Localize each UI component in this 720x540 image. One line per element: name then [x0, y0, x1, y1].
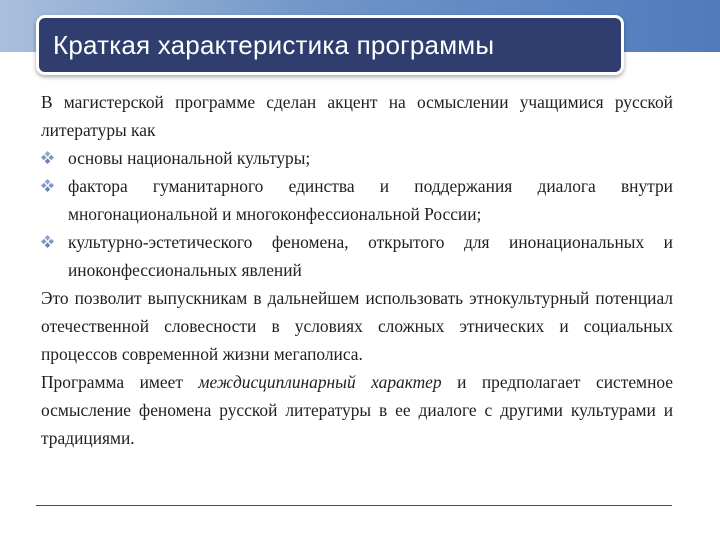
diamond-bullet-icon — [41, 151, 54, 164]
bullet-text: культурно-эстетического феномена, открытого для инонациональных и иноконфессиональных явлений — [68, 232, 673, 280]
bullet-text: основы национальной культуры; — [68, 148, 311, 168]
intro-paragraph: В магистерской программе сделан акцент на осмыслении учащимися русской литературы как — [41, 92, 673, 140]
program-emphasis: междисциплинарный характер — [198, 372, 442, 392]
diamond-bullet-icon — [41, 179, 54, 192]
title-box — [36, 15, 624, 75]
bullet-item — [41, 172, 673, 228]
bullet-text: фактора гуманитарного единства и поддержания диалога внутри многонациональной и многоконфессиональной России; — [68, 176, 673, 224]
diamond-bullet-icon — [41, 235, 54, 248]
outcome-paragraph: Это позволит выпускникам в дальнейшем использовать этнокультурный потенциал отечественной словесности в условиях сложных этнических и социальных процессов современной жизни мегаполиса. — [41, 288, 673, 364]
bullet-item — [41, 228, 673, 284]
footer-divider — [36, 505, 672, 506]
program-paragraph — [41, 368, 673, 452]
slide-body — [41, 88, 673, 452]
program-text-end: и предполагает системное осмысление феномена русской литературы в ее диалоге с другими культурами и традициями. — [41, 372, 673, 448]
program-text-start: Программа имеет — [41, 372, 199, 392]
bullet-item — [41, 144, 673, 172]
slide-title: Краткая характеристика программы — [53, 29, 495, 60]
